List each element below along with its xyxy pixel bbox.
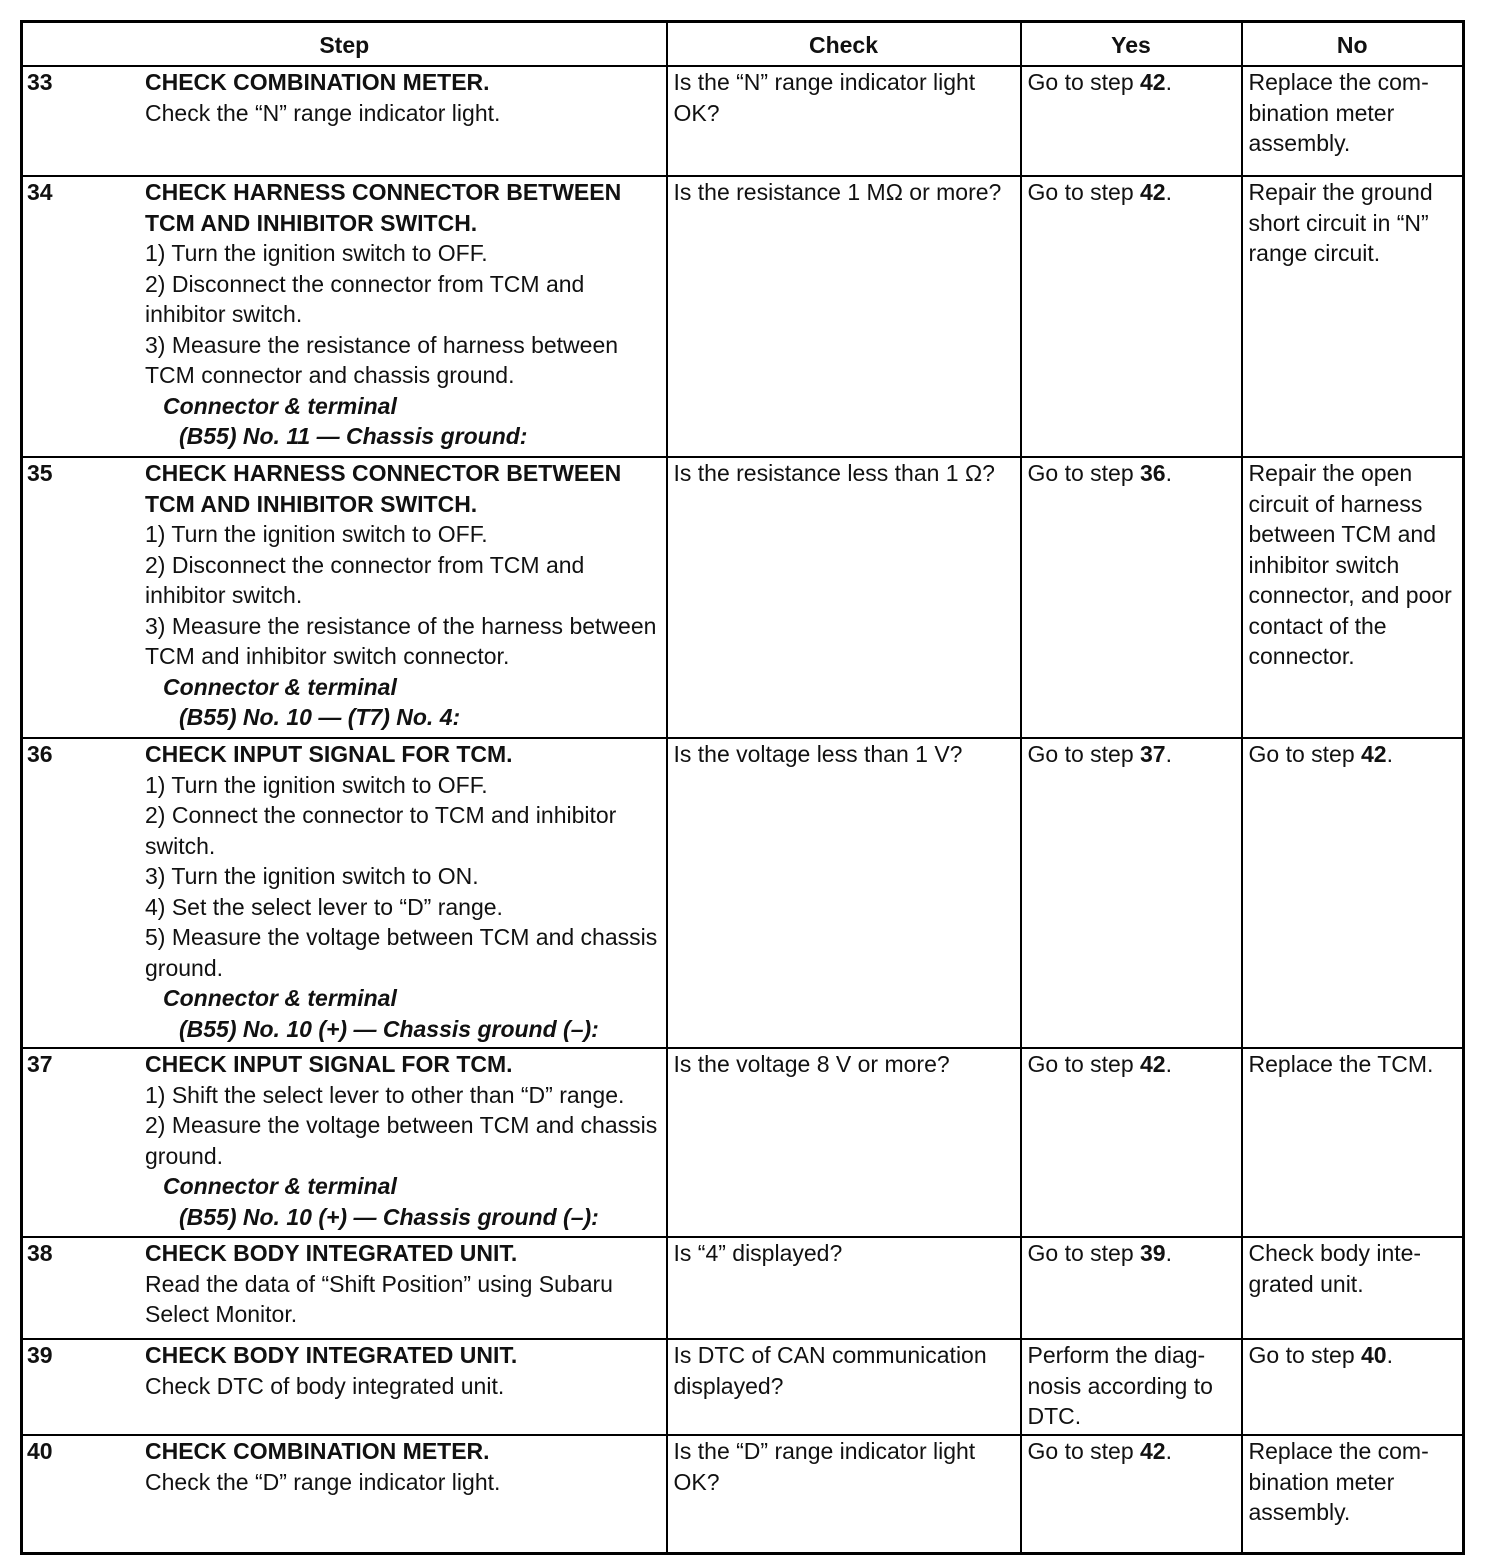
step-instructions [145, 1371, 660, 1402]
check-cell: Is the voltage 8 V or more? [667, 1048, 1021, 1237]
table-row [22, 66, 1464, 176]
yes-text: Go to step [1027, 741, 1141, 767]
diagnostic-table [20, 20, 1465, 1555]
step-cell [22, 738, 667, 1048]
no-cell [1242, 1339, 1464, 1435]
step-number: 34 [27, 179, 53, 205]
yes-step-ref: 42 [1140, 1051, 1166, 1077]
no-step-ref: 42 [1361, 741, 1387, 767]
yes-text: Go to step [1027, 179, 1141, 205]
connector-terminal-label: Connector & terminal [163, 1173, 397, 1199]
yes-text-end: . [1165, 1051, 1172, 1077]
instruction-line: 3) Measure the resistance of harness between TCM connector and chassis ground. [145, 331, 619, 388]
yes-text-end: . [1165, 460, 1172, 486]
step-cell [22, 66, 667, 176]
step-body [145, 177, 666, 452]
instruction-line: 1) Turn the ignition switch to OFF. [145, 771, 488, 798]
check-cell: Is the voltage less than 1 V? [667, 738, 1021, 1048]
yes-text: Go to step [1027, 1051, 1141, 1077]
table-row [22, 738, 1464, 1048]
step-instructions [145, 238, 660, 391]
step-number: 40 [27, 1438, 53, 1464]
step-instructions [145, 770, 660, 984]
yes-text: Go to step [1027, 460, 1141, 486]
no-text: Repair the ground short circuit in “N” range circuit. [1248, 179, 1433, 266]
no-step-ref: 40 [1361, 1342, 1387, 1368]
step-cell [22, 457, 667, 738]
check-cell: Is the “N” range indicator light OK? [667, 66, 1021, 176]
instruction-line: 1) Turn the ignition switch to OFF. [145, 240, 488, 266]
yes-text-end: . [1165, 1240, 1172, 1266]
instruction-line: 4) Set the select lever to “D” range. [145, 893, 503, 920]
yes-text-end: . [1165, 741, 1172, 767]
instruction-line: 2) Disconnect the connector from TCM and inhibitor switch. [145, 551, 585, 608]
step-title: CHECK INPUT SIGNAL FOR TCM. [145, 1051, 513, 1077]
instruction-line: Check the “D” range indicator light. [145, 1468, 501, 1495]
step-instructions [145, 1080, 660, 1172]
instruction-line: 1) Turn the ignition switch to OFF. [145, 521, 488, 547]
check-cell: Is DTC of CAN communication displayed? [667, 1339, 1021, 1435]
step-title: CHECK HARNESS CONNECTOR BETWEEN TCM AND INHIBITOR SWITCH. [145, 179, 622, 236]
instruction-line: Check DTC of body integrated unit. [145, 1372, 505, 1399]
no-cell [1242, 457, 1464, 738]
step-body [145, 458, 666, 733]
yes-cell [1021, 66, 1242, 176]
instruction-line: 3) Turn the ignition switch to ON. [145, 863, 479, 889]
connector-terminal-spec: (B55) No. 10 (+) — Chassis ground (–): [179, 1203, 599, 1230]
step-title: CHECK HARNESS CONNECTOR BETWEEN TCM AND INHIBITOR SWITCH. [145, 460, 622, 517]
no-cell [1242, 1237, 1464, 1339]
header-row [22, 22, 1464, 67]
table-row [22, 457, 1464, 738]
yes-text: Go to step [1027, 1438, 1141, 1464]
yes-step-ref: 39 [1140, 1240, 1166, 1266]
header-yes: Yes [1021, 22, 1242, 67]
yes-cell [1021, 1435, 1242, 1553]
yes-cell [1021, 738, 1242, 1048]
step-instructions [145, 1467, 660, 1498]
yes-text: Perform the diag-nosis according to DTC. [1027, 1342, 1213, 1429]
step-number: 37 [27, 1051, 53, 1077]
instruction-line: 2) Connect the connector to TCM and inhibitor switch. [145, 802, 617, 859]
step-instructions [145, 1269, 660, 1330]
yes-cell [1021, 457, 1242, 738]
no-cell [1242, 66, 1464, 176]
step-cell [22, 176, 667, 457]
table-row [22, 1435, 1464, 1553]
table-row [22, 1339, 1464, 1435]
check-cell: Is the “D” range indicator light OK? [667, 1435, 1021, 1553]
step-title: CHECK COMBINATION METER. [145, 69, 490, 95]
connector-terminal-label: Connector & terminal [163, 392, 397, 419]
no-text: Go to step [1248, 1342, 1362, 1368]
step-cell [22, 1048, 667, 1237]
instruction-line: Read the data of “Shift Position” using Subaru Select Monitor. [145, 1270, 613, 1327]
no-cell [1242, 738, 1464, 1048]
step-number: 38 [27, 1240, 53, 1266]
no-text: Go to step [1248, 741, 1362, 767]
no-text: Repair the open circuit of harness between TCM and inhibitor switch connector, and poor contact of the connector. [1248, 460, 1452, 669]
step-number: 35 [27, 460, 53, 486]
no-cell [1242, 1435, 1464, 1553]
header-check: Check [667, 22, 1021, 67]
instruction-line: 2) Disconnect the connector from TCM and inhibitor switch. [145, 270, 585, 327]
step-body [145, 1340, 666, 1401]
yes-text: Go to step [1027, 69, 1141, 95]
yes-text-end: . [1165, 1438, 1172, 1464]
instruction-line: Check the “N” range indicator light. [145, 99, 501, 126]
yes-step-ref: 37 [1140, 741, 1166, 767]
step-instructions [145, 98, 660, 129]
no-text: Replace the TCM. [1248, 1051, 1434, 1077]
yes-step-ref: 42 [1140, 69, 1166, 95]
instruction-line: 2) Measure the voltage between TCM and chassis ground. [145, 1112, 658, 1169]
no-text: Replace the com-bination meter assembly. [1248, 1438, 1429, 1525]
yes-step-ref: 42 [1140, 1438, 1166, 1464]
step-body [145, 739, 666, 1044]
instruction-line: 3) Measure the resistance of the harness between TCM and inhibitor switch connector. [145, 612, 657, 669]
no-text: Check body inte-grated unit. [1248, 1240, 1422, 1297]
connector-terminal-spec: (B55) No. 10 — (T7) No. 4: [179, 704, 461, 730]
yes-cell [1021, 1237, 1242, 1339]
yes-step-ref: 42 [1140, 179, 1166, 205]
yes-text: Go to step [1027, 1240, 1141, 1266]
no-text-end: . [1386, 1342, 1393, 1368]
check-cell: Is the resistance 1 MΩ or more? [667, 176, 1021, 457]
check-cell: Is the resistance less than 1 Ω? [667, 457, 1021, 738]
no-text: Replace the com-bination meter assembly. [1248, 69, 1429, 156]
instruction-line: 1) Shift the select lever to other than “D” range. [145, 1081, 625, 1108]
step-title: CHECK INPUT SIGNAL FOR TCM. [145, 741, 513, 767]
yes-step-ref: 36 [1140, 460, 1166, 486]
table-row [22, 1048, 1464, 1237]
step-instructions [145, 519, 660, 672]
step-number: 36 [27, 741, 53, 767]
connector-terminal-label: Connector & terminal [163, 985, 397, 1011]
step-cell [22, 1237, 667, 1339]
step-cell [22, 1339, 667, 1435]
yes-cell [1021, 1339, 1242, 1435]
step-number: 39 [27, 1342, 53, 1368]
step-cell [22, 1435, 667, 1553]
header-step: Step [22, 22, 667, 67]
step-body [145, 1049, 666, 1232]
check-cell: Is “4” displayed? [667, 1237, 1021, 1339]
no-text-end: . [1386, 741, 1393, 767]
yes-text-end: . [1165, 179, 1172, 205]
yes-cell [1021, 176, 1242, 457]
header-no: No [1242, 22, 1464, 67]
table-row [22, 176, 1464, 457]
step-body [145, 1436, 666, 1497]
table-row [22, 1237, 1464, 1339]
step-title: CHECK BODY INTEGRATED UNIT. [145, 1240, 518, 1266]
yes-text-end: . [1165, 69, 1172, 95]
instruction-line: 5) Measure the voltage between TCM and chassis ground. [145, 924, 658, 981]
step-title: CHECK BODY INTEGRATED UNIT. [145, 1342, 518, 1368]
connector-terminal-spec: (B55) No. 10 (+) — Chassis ground (–): [179, 1015, 599, 1042]
no-cell [1242, 1048, 1464, 1237]
yes-cell [1021, 1048, 1242, 1237]
connector-terminal-label: Connector & terminal [163, 673, 397, 700]
step-number: 33 [27, 69, 53, 95]
step-title: CHECK COMBINATION METER. [145, 1438, 490, 1464]
step-body [145, 1238, 666, 1330]
step-body [145, 67, 666, 128]
connector-terminal-spec: (B55) No. 11 — Chassis ground: [179, 423, 528, 449]
no-cell [1242, 176, 1464, 457]
